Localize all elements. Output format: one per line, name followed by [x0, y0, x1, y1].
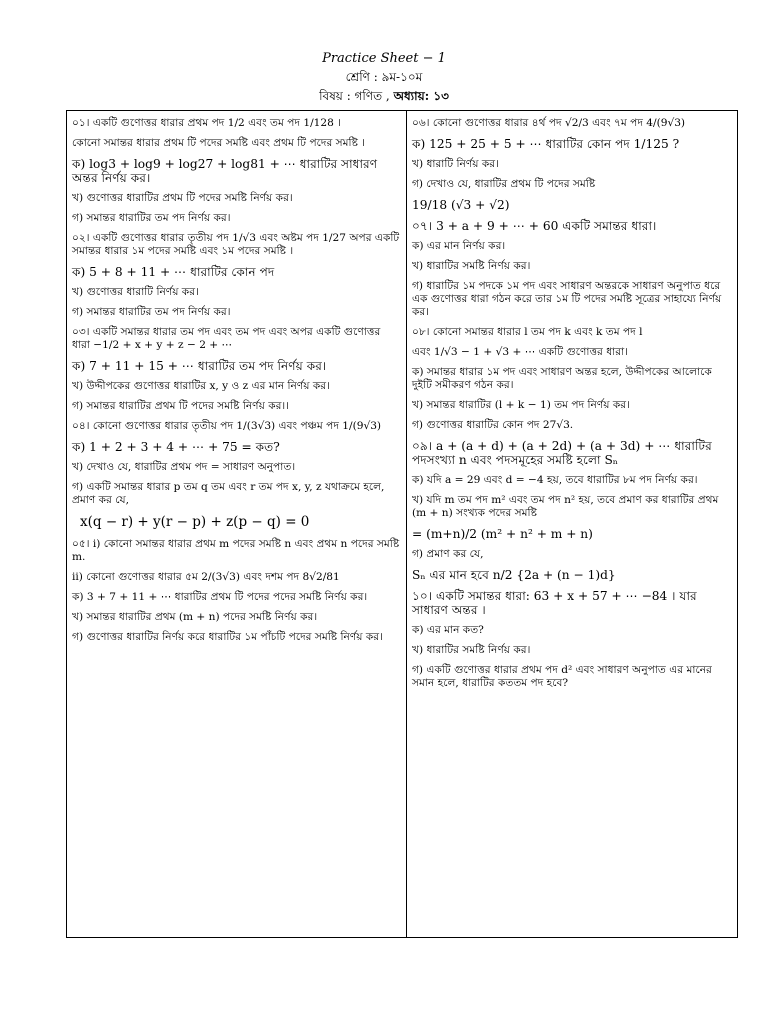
question-06-part-kha: খ) ধারাটি নির্ণয় কর।: [411, 158, 499, 170]
question-01-part-ga: গ) সমান্তর ধারাটির তম পদ নির্ণয় কর।: [72, 212, 231, 224]
question-05-part-ka: ক) 3 + 7 + 11 + ⋯ ধারাটির প্রথম টি পদের পদের সমষ্টি নির্ণয় কর।: [72, 591, 368, 603]
sheet-header: [0, 50, 768, 106]
question-08-stem: ০৮। কোনো সমান্তর ধারার l তম পদ k এবং k তম পদ l: [411, 326, 643, 338]
question-05-stem-i: ০৫। i) কোনো সমান্তর ধারার প্রথম m পদের সমষ্টি n এবং প্রথম n পদের সমষ্টি m.: [72, 538, 400, 563]
question-09-part-kha: খ) যদি m তম পদ m² এবং তম পদ n² হয়, তবে প্রমাণ কর ধারাটির প্রথম (m + n) সংখ্যক পদের সমষ্টি: [411, 494, 719, 519]
question-08-part-ka: ক) সমান্তর ধারার ১ম পদ এবং সাধারণ অন্তর হলে, উদ্দীপকের আলোকে দুইটি সমীকরণ গঠন কর।: [411, 366, 712, 391]
question-03-stem: ০৩। একটি সমান্তর ধারার তম পদ এবং তম পদ এবং অপর একটি গুণোত্তর ধারা −1/2 + x + y + z − 2 + ⋯: [72, 326, 381, 351]
question-08-part-kha: খ) সমান্তর ধারাটির (l + k − 1) তম পদ নির্ণয় কর।: [411, 399, 630, 411]
question-06-part-ka: ক) 125 + 25 + 5 + ⋯ ধারাটির কোন পদ 1/125 ?: [411, 137, 680, 151]
question-05-part-ga: গ) গুণোত্তর ধারাটির নির্ণয় করে ধারাটির ১ম পাঁচটি পদের সমষ্টি নির্ণয় কর।: [72, 631, 383, 643]
question-09-stem: ০৯। a + (a + d) + (a + 2d) + (a + 3d) + ⋯ ধারাটির পদসংখ্যা n এবং পদসমূহের সমষ্টি হলো Sₙ: [411, 439, 712, 467]
question-03-part-ka: ক) 7 + 11 + 15 + ⋯ ধারাটির তম পদ নির্ণয় কর।: [72, 359, 327, 373]
question-01-stem-2: কোনো সমান্তর ধারার প্রথম টি পদের সমষ্টি এবং প্রথম টি পদের সমষ্টি ।: [72, 137, 366, 149]
question-09-part-ga: গ) প্রমাণ কর যে,: [411, 548, 484, 560]
subject-prefix: বিষয় : গণিত ,: [319, 89, 390, 103]
question-10-part-ga: গ) একটি গুণোত্তর ধারার প্রথম পদ d² এবং সাধারণ অনুপাত এর মানের সমান হলে, ধারাটির কততম পদ হবে?: [411, 664, 712, 689]
class-line: শ্রেণি : ৯ম-১০ম: [345, 70, 423, 84]
question-10-stem: ১০। একটি সমান্তর ধারা: 63 + x + 57 + ⋯ −84 । যার সাধারণ অন্তর ।: [411, 589, 697, 617]
question-06-part-ga-expression: 19/18 (√3 + √2): [411, 198, 510, 212]
chapter-label: অধ্যায়: ১৩: [393, 89, 449, 103]
question-03-part-ga: গ) সমান্তর ধারাটির প্রথম টি পদের সমষ্টি নির্ণয় কর।।: [72, 400, 290, 412]
question-07-stem: ০৭। 3 + a + 9 + ⋯ + 60 একটি সমান্তর ধারা।: [411, 219, 657, 233]
question-04-part-ga: গ) একটি সমান্তর ধারার p তম q তম এবং r তম পদ x, y, z যথাক্রমে হলে, প্রমাণ কর যে,: [72, 481, 385, 506]
question-07-part-ga: গ) ধারাটির ১ম পদকে ১ম পদ এবং সাধারণ অন্তরকে সাধারণ অনুপাত ধরে এক গুণোত্তর ধারা গঠন করে তার ১ম টি পদের সমষ্টি সূত্রের সাহায্যে নির্ণয় কর।: [411, 280, 722, 318]
question-table: [66, 110, 738, 938]
right-column: [407, 111, 737, 937]
question-02-stem: ০২। একটি গুণোত্তর ধারার তৃতীয় পদ 1/√3 এবং অষ্টম পদ 1/27 অপর একটি সমান্তর ধারার ১ম পদের সমষ্টি এবং ১ম পদের সমষ্টি ।: [72, 232, 400, 257]
left-column: [67, 111, 407, 937]
subject-line: [0, 86, 768, 106]
question-04-stem: ০৪। কোনো গুণোত্তর ধারার তৃতীয় পদ 1/(3√3) এবং পঞ্চম পদ 1/(9√3): [72, 420, 382, 432]
question-07-part-kha: খ) ধারাটির সমষ্টি নির্ণয় কর।: [411, 260, 531, 272]
question-09-part-ka: ক) যদি a = 29 এবং d = −4 হয়, তবে ধারাটির ৮ম পদ নির্ণয় কর।: [411, 474, 698, 486]
question-10-part-kha: খ) ধারাটির সমষ্টি নির্ণয় কর।: [411, 644, 531, 656]
question-08-part-ga: গ) গুণোত্তর ধারাটির কোন পদ 27√3.: [411, 419, 574, 431]
question-03-part-kha: খ) উদ্দীপকের গুণোত্তর ধারাটির x, y ও z এর মান নির্ণয় কর।: [72, 380, 330, 392]
question-02-part-kha: খ) গুণোত্তর ধারাটি নির্ণয় কর।: [72, 286, 199, 298]
question-09-part-kha-formula: = (m+n)/2 (m² + n² + m + n): [411, 527, 593, 541]
question-09-part-ga-formula: Sₙ এর মান হবে n/2 {2a + (n − 1)d}: [411, 568, 616, 582]
question-01-stem: ০১। একটি গুণোত্তর ধারার প্রথম পদ 1/2 এবং তম পদ 1/128 ।: [72, 117, 342, 129]
question-02-part-ka: ক) 5 + 8 + 11 + ⋯ ধারাটির কোন পদ: [72, 265, 275, 279]
question-04-equation: x(q − r) + y(r − p) + z(p − q) = 0: [80, 514, 310, 530]
question-05-stem-ii: ii) কোনো গুণোত্তর ধারার ৫ম 2/(3√3) এবং দশম পদ 8√2/81: [72, 571, 340, 583]
question-01-part-ka: ক) log3 + log9 + log27 + log81 + ⋯ ধারাটির সাধারণ অন্তর নির্ণয় কর।: [72, 157, 378, 185]
question-06-part-ga: গ) দেখাও যে, ধারাটির প্রথম টি পদের সমষ্টি: [411, 178, 596, 190]
question-08-stem-2: এবং 1/√3 − 1 + √3 + ⋯ একটি গুণোত্তর ধারা।: [411, 346, 628, 358]
question-04-part-ka: ক) 1 + 2 + 3 + 4 + ⋯ + 75 = কত?: [72, 440, 280, 454]
question-05-part-kha: খ) সমান্তর ধারাটির প্রথম (m + n) পদের সমষ্টি নির্ণয় কর।: [72, 611, 318, 623]
question-04-part-kha: খ) দেখাও যে, ধারাটির প্রথম পদ = সাধারণ অনুপাত।: [72, 461, 296, 473]
question-02-part-ga: গ) সমান্তর ধারাটির তম পদ নির্ণয় কর।: [72, 306, 231, 318]
question-07-part-ka: ক) এর মান নির্ণয় কর।: [411, 240, 506, 252]
question-01-part-kha: খ) গুণোত্তর ধারাটির প্রথম টি পদের সমষ্টি নির্ণয় কর।: [72, 192, 293, 204]
sheet-title: Practice Sheet − 1: [322, 51, 446, 66]
question-10-part-ka: ক) এর মান কত?: [411, 624, 484, 636]
question-06-stem: ০৬। কোনো গুণোত্তর ধারার ৪র্থ পদ √2/3 এবং ৭ম পদ 4/(9√3): [411, 117, 686, 129]
